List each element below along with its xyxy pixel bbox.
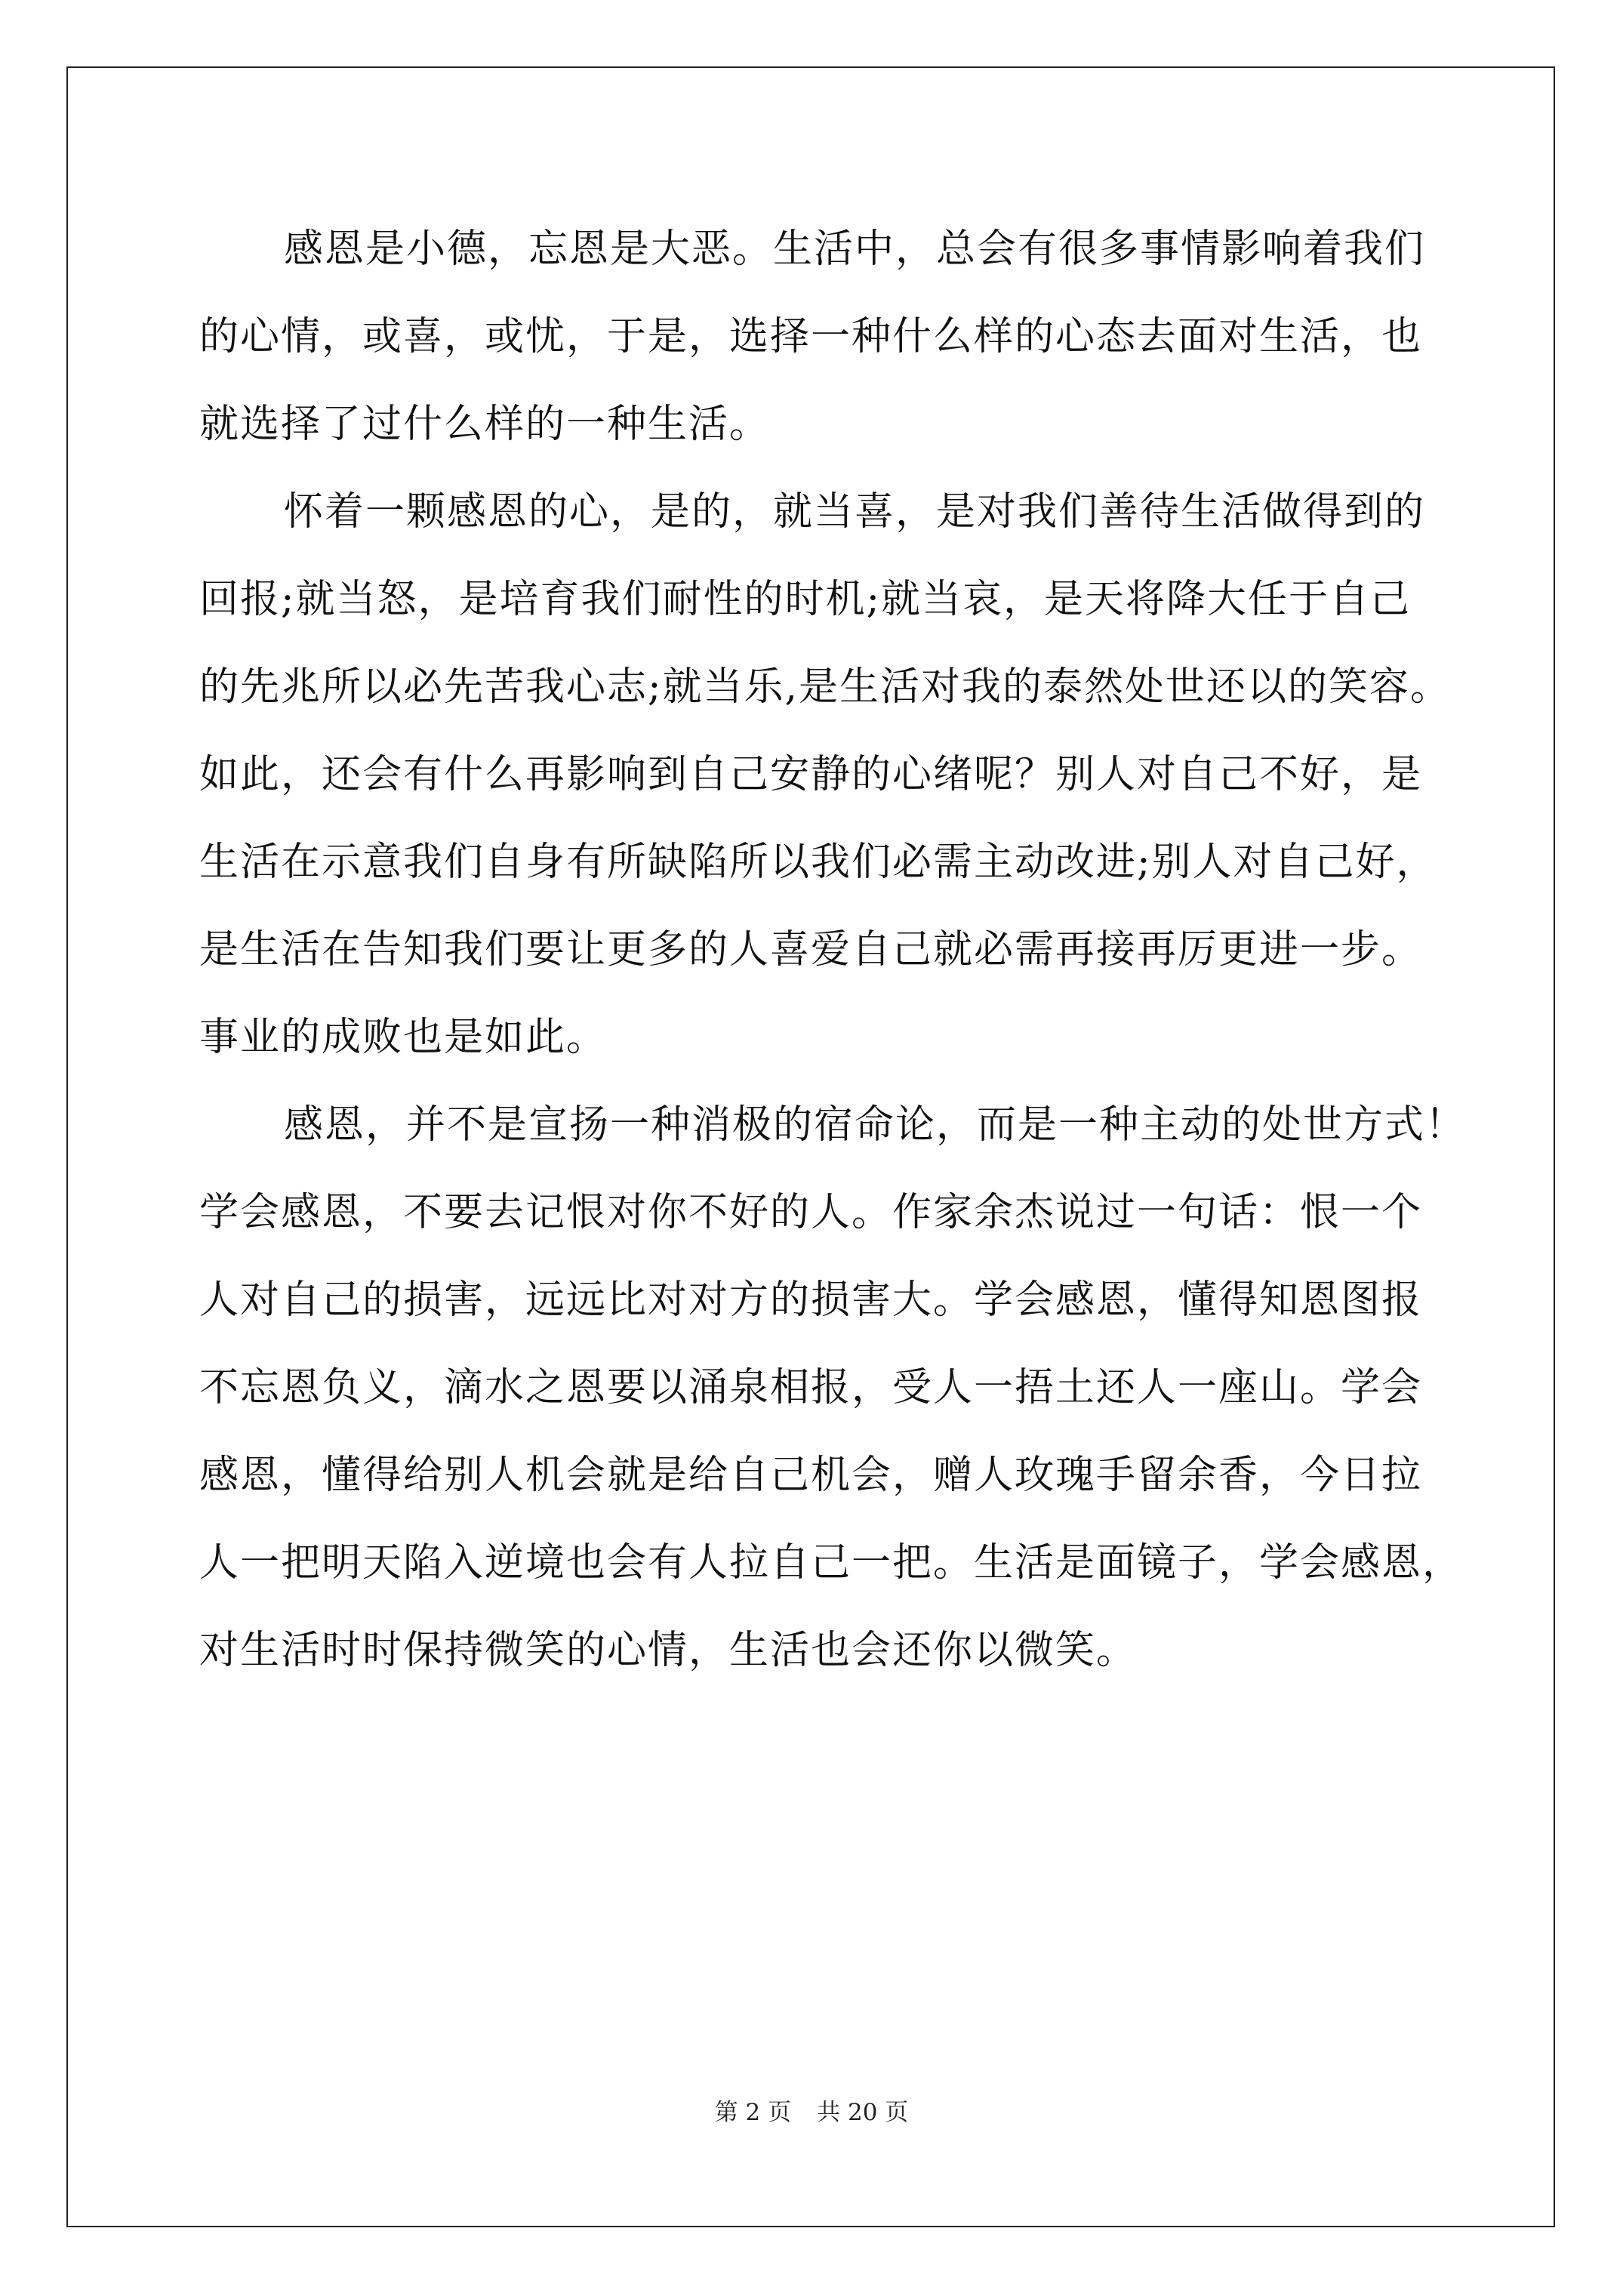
paragraph-3-line-5: 感恩，懂得给别人机会就是给自己机会，赠人玫瑰手留余香，今日拉 [199, 1453, 1423, 1498]
document-body [199, 215, 1467, 1704]
page-number: 第 2 页 [714, 2099, 792, 2126]
paragraph-1-line-3: 就选择了过什么样的一种生活。 [199, 402, 771, 447]
paragraph-2-line-1: 怀着一颗感恩的心，是的，就当喜，是对我们善待生活做得到的 [284, 489, 1426, 535]
paragraph-2-line-6: 是生活在告知我们要让更多的人喜爱自己就必需再接再厉更进一步。 [199, 927, 1423, 972]
paragraph-2-line-5: 生活在示意我们自身有所缺陷所以我们必需主动改进;别人对自己好， [199, 840, 1437, 885]
paragraph-3-line-3: 人对自己的损害，远远比对对方的损害大。学会感恩，懂得知恩图报 [199, 1277, 1423, 1323]
paragraph-3-line-1: 感恩，并不是宣扬一种消极的宿命论，而是一种主动的处世方式！ [284, 1102, 1467, 1148]
paragraph-2-line-4: 如此，还会有什么再影响到自己安静的心绪呢？别人对自己不好，是 [199, 752, 1423, 797]
page-footer [0, 2093, 1623, 2127]
paragraph-1-line-1: 感恩是小德，忘恩是大恶。生活中，总会有很多事情影响着我们 [284, 227, 1426, 272]
page-total: 共 20 页 [817, 2099, 909, 2126]
paragraph-3-line-7: 对生活时时保持微笑的心情，生活也会还你以微笑。 [199, 1628, 1138, 1673]
paragraph-1-line-2: 的心情，或喜，或忧，于是，选择一种什么样的心态去面对生活，也 [199, 314, 1423, 359]
paragraph-2-line-7: 事业的成败也是如此。 [199, 1015, 608, 1060]
paragraph-3-line-2: 学会感恩，不要去记恨对你不好的人。作家余杰说过一句话：恨一个 [199, 1190, 1423, 1235]
paragraph-3-line-6: 人一把明天陷入逆境也会有人拉自己一把。生活是面镜子，学会感恩， [199, 1540, 1464, 1586]
paragraph-2-line-2: 回报;就当怒，是培育我们耐性的时机;就当哀，是天将降大任于自己 [199, 577, 1412, 622]
paragraph-2-line-3: 的先兆所以必先苦我心志;就当乐,是生活对我的泰然处世还以的笑容。 [199, 664, 1452, 710]
paragraph-3-line-4: 不忘恩负义，滴水之恩要以涌泉相报，受人一捂土还人一座山。学会 [199, 1365, 1423, 1410]
